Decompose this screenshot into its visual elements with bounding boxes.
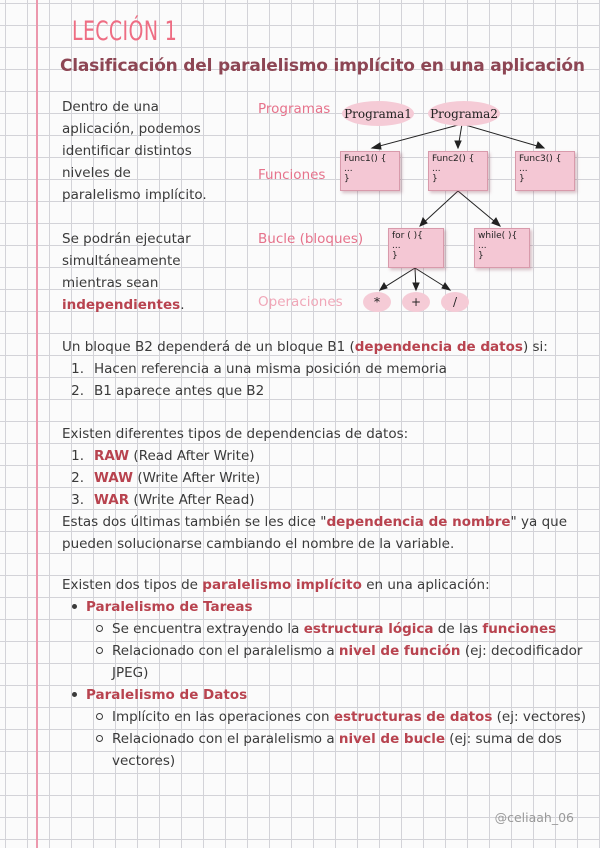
dependency-intro: Un bloque B2 dependerá de un bloque B1 (dependencia de datos) si: xyxy=(62,339,548,355)
operation-node-div: / xyxy=(441,292,469,312)
list-item-continuation: vectores) xyxy=(112,753,176,769)
arrowhead-func1 xyxy=(372,143,381,149)
program-node-1: Programa1 xyxy=(342,101,414,126)
author-credit: @celiaah_06 xyxy=(494,810,574,825)
function-box-2: Func2() { ... } xyxy=(428,151,488,191)
list-item: 2. WAW (Write After Write) xyxy=(71,470,261,486)
arrowhead-func2 xyxy=(455,141,461,148)
arrowhead-for xyxy=(420,218,427,226)
list-item: Relacionado con el paralelismo a nivel de bucle (ej: suma de dos xyxy=(96,728,562,750)
level-label-bucle: Bucle (bloques) xyxy=(258,231,364,247)
hollow-bullet-icon xyxy=(96,735,103,742)
bullet-icon xyxy=(72,692,77,697)
loop-box-for: for ( ){ ... } xyxy=(388,228,444,268)
hollow-bullet-icon xyxy=(96,647,103,654)
parallelism-intro: Existen dos tipos de paralelismo implícito en una aplicación: xyxy=(62,577,490,593)
bullet-icon xyxy=(72,604,77,609)
function-box-1: Func1() { ... } xyxy=(340,151,400,191)
function-box-3: Func3() { ... } xyxy=(515,151,575,191)
list-item-continuation: JPEG) xyxy=(112,665,149,681)
lesson-label: LECCIÓN 1 xyxy=(72,16,178,47)
list-item: Implícito en las operaciones con estructuras de datos (ej: vectores) xyxy=(96,706,586,728)
hollow-bullet-icon xyxy=(96,625,103,632)
types-intro: Existen diferentes tipos de dependencias de datos: xyxy=(62,426,409,442)
arrowhead-add xyxy=(413,283,419,290)
name-dependency-note-line2: pueden solucionarse cambiando el nombre de la variable. xyxy=(62,536,455,552)
level-label-funciones: Funciones xyxy=(258,167,326,183)
connector-prog2-func3 xyxy=(462,124,544,148)
list-item: 1. RAW (Read After Write) xyxy=(71,448,255,464)
arrowhead-func3 xyxy=(536,142,544,148)
list-item: Relacionado con el paralelismo a nivel de función (ej: decodificador xyxy=(96,640,582,662)
list-item: 1. Hacen referencia a una misma posición de memoria xyxy=(71,361,447,377)
arrowhead-mul xyxy=(380,283,387,290)
list-item: 2. B1 aparece antes que B2 xyxy=(71,383,265,399)
operation-node-mul: * xyxy=(363,292,391,312)
arrowhead-div xyxy=(442,283,450,290)
list-item: Se encuentra extrayendo la estructura lógica de las funciones xyxy=(96,618,556,640)
connector-prog2-func1 xyxy=(372,124,462,148)
page-title: Clasificación del paralelismo implícito en una aplicación xyxy=(60,56,585,76)
program-node-2: Programa2 xyxy=(428,101,500,126)
list-item: 3. WAR (Write After Read) xyxy=(71,492,255,508)
independence-paragraph: Se podrán ejecutar simultáneamente mientras sean independientes. xyxy=(62,231,191,313)
intro-paragraph: Dentro de una aplicación, podemos identificar distintos niveles de paralelismo implícito. xyxy=(62,99,207,203)
hollow-bullet-icon xyxy=(96,713,103,720)
list-item: Paralelismo de Tareas xyxy=(72,596,253,618)
name-dependency-note: Estas dos últimas también se les dice "dependencia de nombre" ya que xyxy=(62,514,568,530)
list-item: Paralelismo de Datos xyxy=(72,684,247,706)
level-label-operaciones: Operaciones xyxy=(258,294,343,310)
loop-box-while: while( ){ ... } xyxy=(474,228,530,268)
level-label-programas: Programas xyxy=(258,101,331,117)
operation-node-add: + xyxy=(402,292,430,312)
arrowhead-while xyxy=(492,218,500,226)
